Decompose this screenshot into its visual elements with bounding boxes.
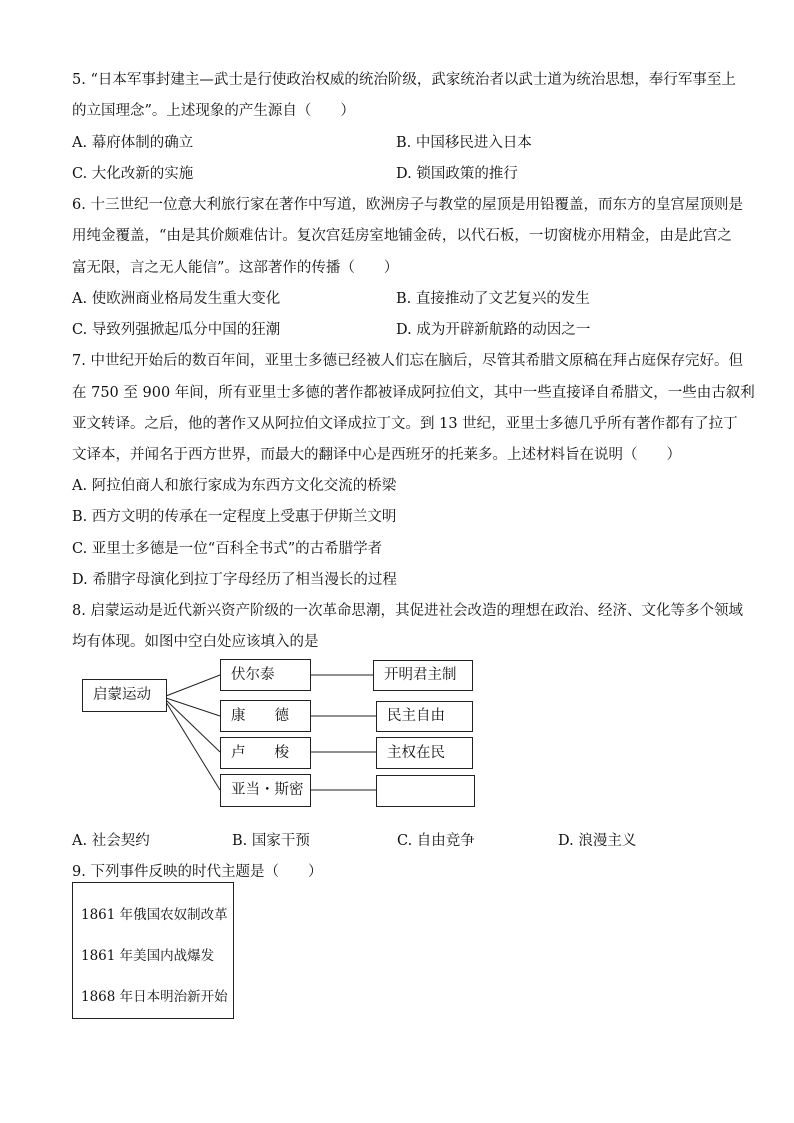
q7-stem-line4: 文译本，并闻名于西方世界，而最大的翻译中心是西班牙的托莱多。上述材料旨在说明（ ） [72,447,681,463]
diagram-idea-democracy-freedom: 民主自由 [376,701,473,732]
connector-root-smith [166,702,220,790]
q6-option-a[interactable]: A. 使欧洲商业格局发生重大变化 [72,291,281,307]
q6-stem-line2: 用纯金覆盖，“由是其价颇难估计。复次宫廷房室地铺金砖，以代石板，一切窗栊亦用精金，由是此宫之 [72,228,732,244]
q8-option-c[interactable]: C. 自由竞争 [397,833,475,849]
connector-root-voltaire [166,675,220,696]
diagram-person-kant: 康 德 [220,700,311,732]
q7-option-a[interactable]: A. 阿拉伯商人和旅行家成为东西方文化交流的桥梁 [72,478,397,494]
diagram-person-voltaire: 伏尔泰 [220,659,311,691]
q8-option-b[interactable]: B. 国家干预 [232,833,310,849]
q5-option-c[interactable]: C. 大化改新的实施 [72,166,194,182]
q6-option-b[interactable]: B. 直接推动了文艺复兴的发生 [396,291,590,307]
diagram-idea-popular-sovereignty: 主权在民 [376,737,473,769]
q9-event-1: 1861 年俄国农奴制改革 [81,907,228,923]
q6-option-c[interactable]: C. 导致列强掀起瓜分中国的狂潮 [72,322,281,338]
q5-stem-line1: 5. “日本军事封建主—武士是行使政治权威的统治阶级，武家统治者以武士道为统治思想，奉行军事至上 [72,72,736,88]
connector-root-rousseau [166,700,220,752]
q6-option-d[interactable]: D. 成为开辟新航路的动因之一 [396,322,591,338]
q5-option-b[interactable]: B. 中国移民进入日本 [396,135,532,151]
q8-stem-line1: 8. 启蒙运动是近代新兴资产阶级的一次革命思潮，其促进社会改造的理想在政治、经济、文化等多个领域 [72,603,743,619]
q5-option-d[interactable]: D. 锁国政策的推行 [396,166,518,182]
q9-events-box [72,882,234,1019]
q7-option-b[interactable]: B. 西方文明的传承在一定程度上受惠于伊斯兰文明 [72,509,397,525]
diagram-root-enlightenment: 启蒙运动 [82,679,167,712]
q7-stem-line1: 7. 中世纪开始后的数百年间，亚里士多德已经被人们忘在脑后，尽管其希腊文原稿在拜占庭保存完好。但 [72,353,743,369]
q7-stem-line2: 在 750 至 900 年间，所有亚里士多德的著作都被译成阿拉伯文，其中一些直接译自希腊文，一些由古叙利 [72,385,755,401]
q9-event-2: 1861 年美国内战爆发 [81,948,215,964]
q6-stem-line1: 6. 十三世纪一位意大利旅行家在著作中写道，欧洲房子与教堂的屋顶是用铅覆盖，而东方的皇宫屋顶则是 [72,197,743,213]
q7-option-c[interactable]: C. 亚里士多德是一位“百科全书式”的古希腊学者 [72,541,383,557]
q8-stem-line2: 均有体现。如图中空白处应该填入的是 [72,634,319,650]
q8-option-d[interactable]: D. 浪漫主义 [558,833,637,849]
diagram-person-adam-smith: 亚当・斯密 [220,774,311,807]
diagram-idea-enlightened-monarchy: 开明君主制 [373,660,473,691]
q6-stem-line3: 富无限，言之无人能信”。这部著作的传播（ ） [72,260,399,276]
q5-stem-line2: 的立国理念”。上述现象的产生源自（ ） [72,103,355,119]
connector-root-kant [166,698,220,716]
q9-stem: 9. 下列事件反映的时代主题是（ ） [72,864,323,880]
q8-option-a[interactable]: A. 社会契约 [72,833,150,849]
q5-option-a[interactable]: A. 幕府体制的确立 [72,135,194,151]
diagram-idea-blank [376,775,475,807]
q7-option-d[interactable]: D. 希腊字母演化到拉丁字母经历了相当漫长的过程 [72,572,397,588]
q7-stem-line3: 亚文转译。之后，他的著作又从阿拉伯文译成拉丁文。到 13 世纪，亚里士多德几乎所有著作都有了拉丁 [72,416,738,432]
q9-event-3: 1868 年日本明治新开始 [81,989,228,1005]
diagram-person-rousseau: 卢 梭 [220,737,311,769]
